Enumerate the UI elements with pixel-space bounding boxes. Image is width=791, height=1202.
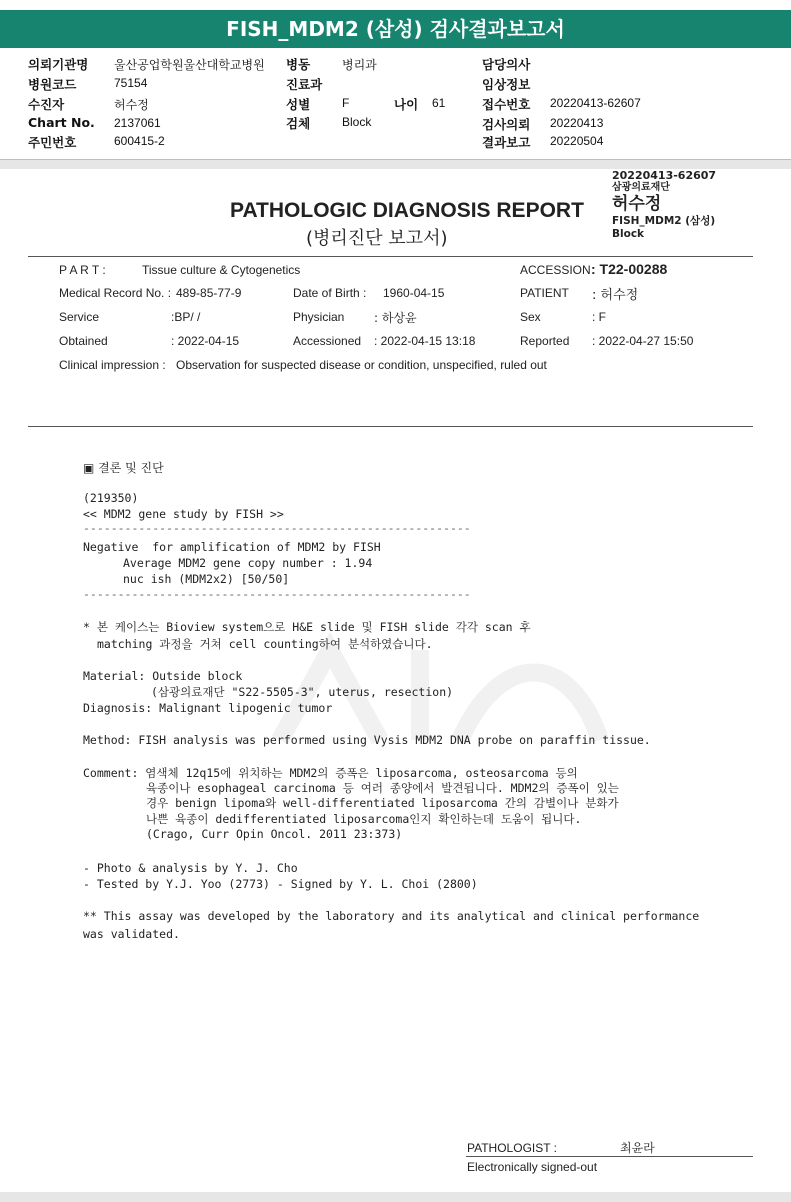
assay-note-2: was validated.: [83, 927, 180, 941]
diagnosis-line: Diagnosis: Malignant lipogenic tumor: [83, 701, 333, 715]
photo-analysis-line: - Photo & analysis by Y. J. Cho: [83, 861, 298, 875]
clinical-impression-value: Observation for suspected disease or condition, unspecified, ruled out: [176, 358, 547, 372]
signature-rule: [466, 1156, 753, 1157]
accession-value: 20220413-62607: [550, 96, 641, 110]
report-patient-label: PATIENT: [520, 286, 569, 300]
section-divider: [0, 159, 791, 169]
request-label: 검사의뢰: [482, 117, 531, 132]
bioview-note-2: matching 과정을 거쳐 cell counting하여 분석하였습니다.: [97, 637, 433, 651]
stamp-test: FISH_MDM2 (삼성): [612, 215, 716, 227]
assay-note-1: ** This assay was developed by the laboratory and its analytical and clinical performance: [83, 909, 700, 923]
comment-line-4: 나쁜 육종이 dedifferentiated liposarcoma인지 확인하는데 도움이 됩니다.: [146, 812, 582, 826]
report-sex-label: Sex: [520, 310, 541, 324]
dob-value: 1960-04-15: [383, 286, 445, 300]
pathologist-label: PATHOLOGIST :: [467, 1141, 558, 1155]
comment-line-2: 육종이나 esophageal carcinoma 등 여러 종양에서 발견됩니다. MDM2의 증폭이 있는: [146, 781, 619, 795]
result-negative: Negative for amplification of MDM2 by FISH: [83, 540, 381, 554]
report-patient-value: : 허수정: [592, 288, 639, 303]
hospital-code-label: 병원코드: [28, 77, 77, 92]
order-info-panel: [0, 48, 791, 160]
specimen-value: Block: [342, 115, 372, 129]
age-label: 나이: [394, 97, 419, 112]
order-hospital-value: 울산공업학원울산대학교병원: [114, 58, 265, 72]
result-report-label: 결과보고: [482, 135, 531, 150]
conclusion-heading: ▣ 결론 및 진단: [83, 461, 164, 475]
ward-value: 병리과: [342, 58, 377, 72]
accession-no-label: ACCESSION: [520, 263, 591, 277]
report-banner: FISH_MDM2 (삼성) 검사결과보고서: [0, 10, 791, 48]
accession-label: 접수번호: [482, 97, 531, 112]
average-copy-number: Average MDM2 gene copy number : 1.94: [123, 556, 373, 570]
method-line: Method: FISH analysis was performed using Vysis MDM2 DNA probe on paraffin tissue.: [83, 733, 651, 747]
patient-value: 허수정: [114, 98, 149, 112]
report-title: PATHOLOGIC DIAGNOSIS REPORT: [230, 199, 584, 222]
study-title: << MDM2 gene study by FISH >>: [83, 507, 284, 521]
obtained-value: : 2022-04-15: [171, 334, 240, 348]
signed-out-note: Electronically signed-out: [467, 1160, 598, 1174]
dob-label: Date of Birth :: [293, 286, 367, 300]
chart-no-value: 2137061: [114, 116, 161, 130]
material-detail: (삼광의료재단 "S22-5505-3", uterus, resection): [151, 685, 454, 699]
report-subtitle: (병리진단 보고서): [306, 228, 448, 249]
nuc-ish-result: nuc ish (MDM2x2) [50/50]: [123, 572, 290, 586]
sex-label: 성별: [286, 97, 311, 112]
accessioned-label: Accessioned: [293, 334, 362, 348]
ward-label: 병동: [286, 57, 311, 72]
stamp-patient: 허수정: [612, 194, 662, 214]
doctor-label: 담당의사: [482, 57, 531, 72]
resident-no-value: 600415-2: [114, 134, 165, 148]
patient-label: 수진자: [28, 97, 65, 112]
pathologist-name: 최윤라: [620, 1141, 655, 1155]
resident-no-label: 주민번호: [28, 135, 77, 150]
stamp-lab: 삼광의료재단: [612, 182, 670, 193]
stamp-accession: 20220413-62607: [612, 169, 717, 182]
department-label: 진료과: [286, 77, 323, 92]
material-line: Material: Outside block: [83, 669, 243, 683]
bottom-bar: [0, 1192, 791, 1202]
order-hospital-label: 의뢰기관명: [28, 57, 89, 72]
header-top-rule: [28, 256, 753, 257]
service-label: Service: [59, 310, 100, 324]
bioview-note-1: * 본 케이스는 Bioview system으로 H&E slide 및 FISH slide 각각 scan 후: [83, 620, 531, 634]
age-value: 61: [432, 96, 446, 110]
header-bottom-rule: [28, 426, 753, 427]
dash-separator-bottom: --------------------------------------------------------: [83, 587, 471, 601]
accessioned-value: : 2022-04-15 13:18: [374, 334, 476, 348]
medical-record-value: 489-85-77-9: [176, 286, 242, 300]
obtained-label: Obtained: [59, 334, 108, 348]
reported-value: : 2022-04-27 15:50: [592, 334, 694, 348]
tested-signed-line: - Tested by Y.J. Yoo (2773) - Signed by Y. L. Choi (2800): [83, 877, 478, 891]
comment-line-5: (Crago, Curr Opin Oncol. 2011 23:373): [146, 827, 403, 841]
chart-no-label: Chart No.: [28, 115, 95, 130]
part-label: P A R T :: [59, 263, 106, 277]
report-sex-value: : F: [592, 310, 606, 324]
stamp-specimen: Block: [612, 228, 645, 240]
accession-no-value: : T22-00288: [591, 261, 668, 277]
reported-label: Reported: [520, 334, 570, 348]
physician-value: : 하상윤: [374, 311, 417, 325]
physician-label: Physician: [293, 310, 345, 324]
clinical-impression-label: Clinical impression :: [59, 358, 166, 372]
clinical-info-label: 임상정보: [482, 77, 531, 92]
specimen-stamp: [612, 170, 716, 241]
result-report-date: 20220504: [550, 134, 604, 148]
comment-line-1: Comment: 염색체 12q15에 위치하는 MDM2의 증폭은 liposarcoma, osteosarcoma 등의: [83, 766, 578, 780]
test-code: (219350): [83, 491, 139, 505]
part-value: Tissue culture & Cytogenetics: [142, 263, 301, 277]
sex-value: F: [342, 96, 350, 110]
request-date: 20220413: [550, 116, 604, 130]
medical-record-label: Medical Record No. :: [59, 286, 172, 300]
service-value: :BP/ /: [171, 310, 201, 324]
dash-separator-top: --------------------------------------------------------: [83, 521, 471, 535]
comment-line-3: 경우 benign lipoma와 well-differentiated liposarcoma 간의 감별이나 분화가: [146, 796, 619, 810]
hospital-code-value: 75154: [114, 76, 148, 90]
specimen-label: 검체: [286, 116, 311, 131]
